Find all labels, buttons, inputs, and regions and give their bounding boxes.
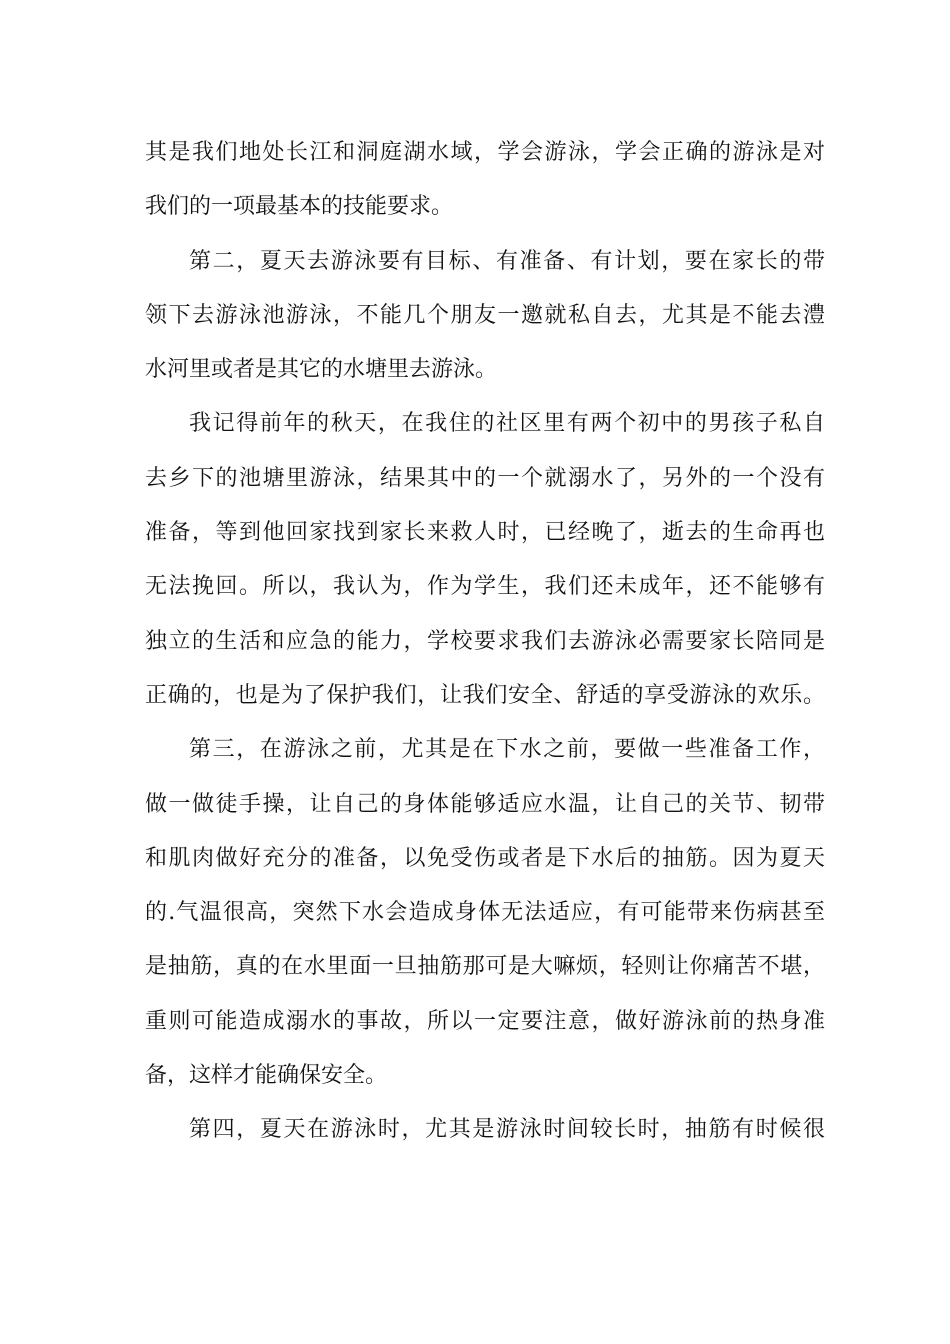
text-line: 我们的一项最基本的技能要求。 bbox=[145, 194, 454, 220]
text-line: 其是我们地处长江和洞庭湖水域，学会游泳，学会正确的游泳是对 bbox=[145, 140, 825, 165]
text-line: 去乡下的池塘里游泳，结果其中的一个就溺水了，另外的一个没有 bbox=[145, 465, 825, 491]
paragraph-5 bbox=[145, 1103, 825, 1157]
text-line: 第四，夏天在游泳时，尤其是游泳时间较长时，抽筋有时候很 bbox=[189, 1117, 825, 1143]
text-line: 重则可能造成溺水的事故，所以一定要注意，做好游泳前的热身准 bbox=[145, 1008, 825, 1034]
text-line: 备，这样才能确保安全。 bbox=[145, 1063, 388, 1089]
text-line: 的.气温很高，突然下水会造成身体无法适应，有可能带来伤病甚至 bbox=[145, 900, 825, 926]
text-line: 准备，等到他回家找到家长来救人时，已经晚了，逝去的生命再也 bbox=[145, 520, 825, 546]
text-line: 无法挽回。所以，我认为，作为学生，我们还未成年，还不能够有 bbox=[145, 574, 825, 600]
text-line: 和肌肉做好充分的准备，以免受伤或者是下水后的抽筋。因为夏天 bbox=[145, 845, 825, 871]
paragraph-3 bbox=[145, 397, 825, 723]
paragraph-4 bbox=[145, 723, 825, 1103]
text-line: 第三，在游泳之前，尤其是在下水之前，要做一些准备工作， bbox=[189, 737, 825, 763]
text-line: 第二，夏天去游泳要有目标、有准备、有计划，要在家长的带 bbox=[189, 248, 825, 274]
text-line: 水河里或者是其它的水塘里去游泳。 bbox=[145, 357, 498, 383]
text-line: 领下去游泳池游泳，不能几个朋友一邀就私自去，尤其是不能去澧 bbox=[145, 302, 825, 328]
text-line: 我记得前年的秋天，在我住的社区里有两个初中的男孩子私自 bbox=[189, 411, 825, 437]
document-body bbox=[145, 126, 825, 1158]
text-line: 做一做徒手操，让自己的身体能够适应水温，让自己的关节、韧带 bbox=[145, 791, 825, 817]
text-line: 独立的生活和应急的能力，学校要求我们去游泳必需要家长陪同是 bbox=[145, 628, 825, 654]
text-line: 是抽筋，真的在水里面一旦抽筋那可是大嘛烦，轻则让你痛苦不堪， bbox=[145, 954, 825, 980]
text-line: 正确的，也是为了保护我们，让我们安全、舒适的享受游泳的欢乐。 bbox=[145, 682, 825, 708]
paragraph-2 bbox=[145, 235, 825, 398]
paragraph-1 bbox=[145, 126, 825, 235]
